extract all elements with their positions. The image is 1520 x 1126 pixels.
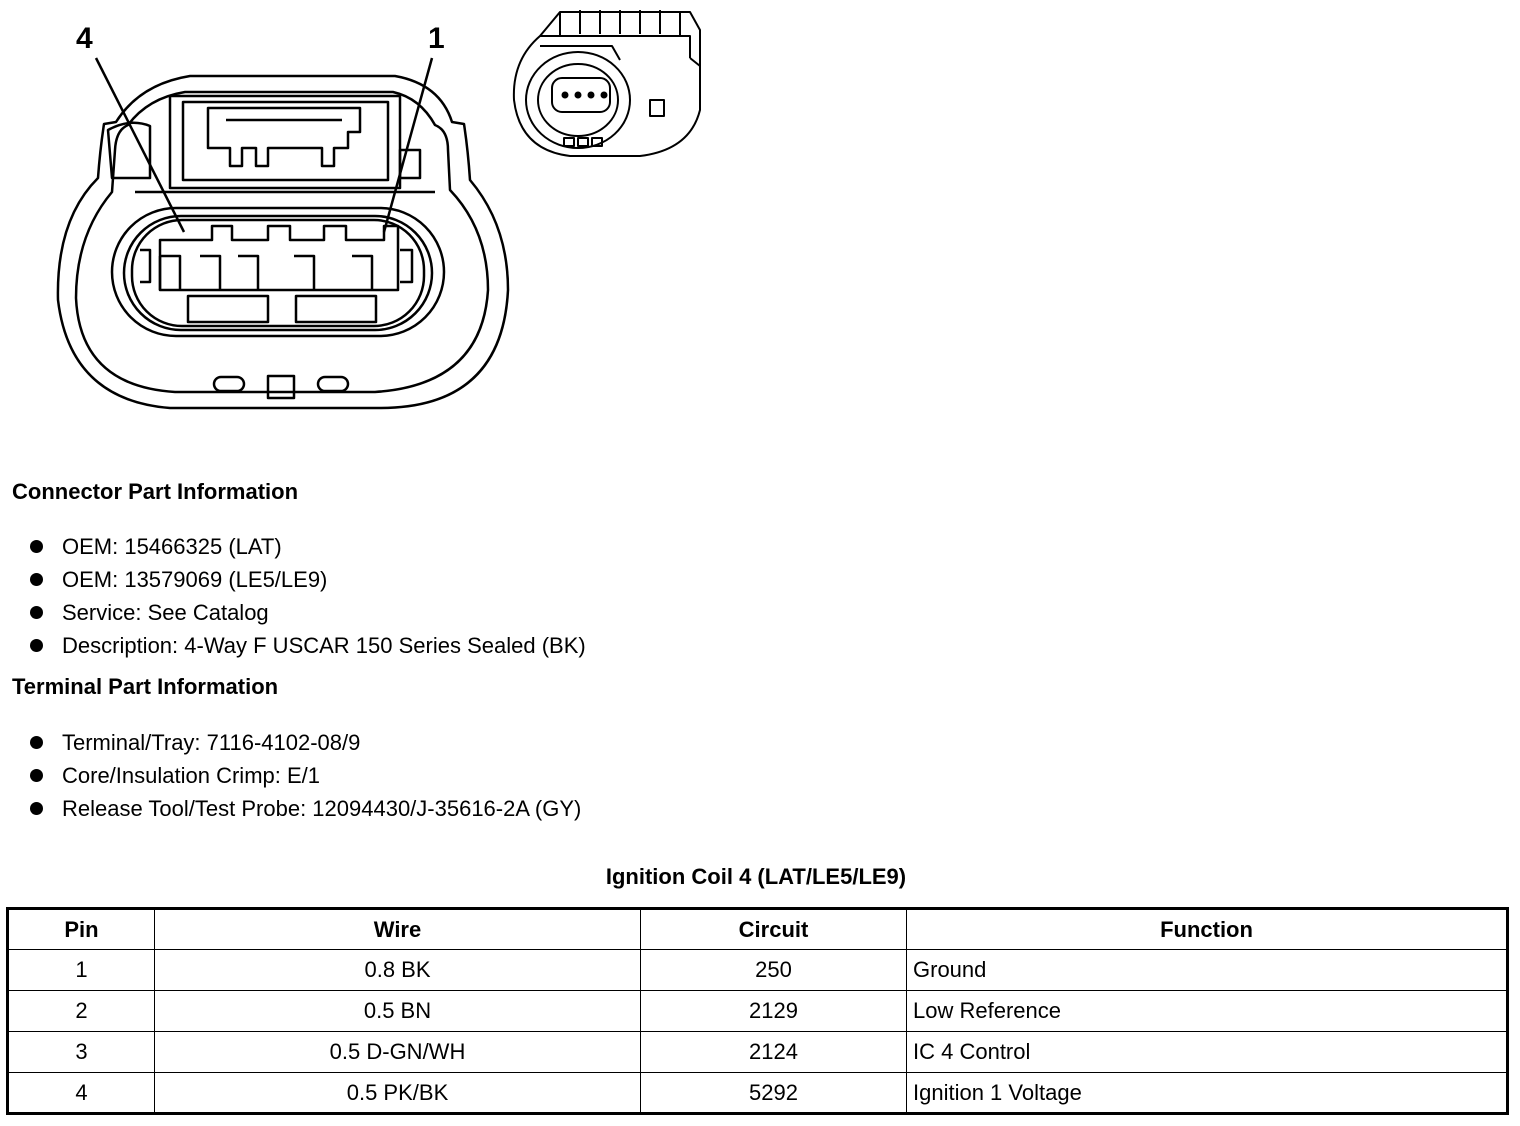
bullet-icon [30,606,43,619]
terminal-info-heading: Terminal Part Information [12,674,279,699]
bullet-icon [30,540,43,553]
terminal-info-list [30,726,581,825]
column-header-circuit: Circuit [641,909,907,950]
column-header-pin: Pin [8,909,155,950]
function-cell: Ground [907,950,1508,991]
connector-info-list [30,530,586,662]
table-header-row [8,909,1508,950]
bullet-icon [30,802,43,815]
circuit-cell: 2129 [641,991,907,1032]
column-header-function: Function [907,909,1508,950]
table-row [8,950,1508,991]
wire-cell: 0.8 BK [155,950,641,991]
table-row [8,1073,1508,1114]
list-item: Core/Insulation Crimp: E/1 [30,759,581,792]
circuit-cell: 2124 [641,1032,907,1073]
pin-cell: 2 [8,991,155,1032]
pin-cell: 3 [8,1032,155,1073]
circuit-cell: 250 [641,950,907,991]
function-cell: IC 4 Control [907,1032,1508,1073]
connector-face-drawing [0,0,520,420]
pin-1-callout: 1 [428,22,445,55]
column-header-wire: Wire [155,909,641,950]
wire-cell: 0.5 BN [155,991,641,1032]
table-title: Ignition Coil 4 (LAT/LE5/LE9) [605,864,907,889]
table-row [8,991,1508,1032]
wire-cell: 0.5 PK/BK [155,1073,641,1114]
pin-4-callout: 4 [76,22,93,55]
list-item: OEM: 15466325 (LAT) [30,530,586,563]
function-cell: Low Reference [907,991,1508,1032]
circuit-cell: 5292 [641,1073,907,1114]
list-item: OEM: 13579069 (LE5/LE9) [30,563,586,596]
wire-cell: 0.5 D-GN/WH [155,1032,641,1073]
bullet-icon [30,639,43,652]
bullet-icon [30,736,43,749]
table-row [8,1032,1508,1073]
list-item: Terminal/Tray: 7116-4102-08/9 [30,726,581,759]
list-item: Service: See Catalog [30,596,586,629]
list-item: Description: 4-Way F USCAR 150 Series Sealed (BK) [30,629,586,662]
connector-info-heading: Connector Part Information [12,479,299,504]
pin-cell: 4 [8,1073,155,1114]
bullet-icon [30,769,43,782]
pinout-table [6,907,1509,1115]
pin-cell: 1 [8,950,155,991]
list-item: Release Tool/Test Probe: 12094430/J-35616-2A (GY) [30,792,581,825]
function-cell: Ignition 1 Voltage [907,1073,1508,1114]
bullet-icon [30,573,43,586]
